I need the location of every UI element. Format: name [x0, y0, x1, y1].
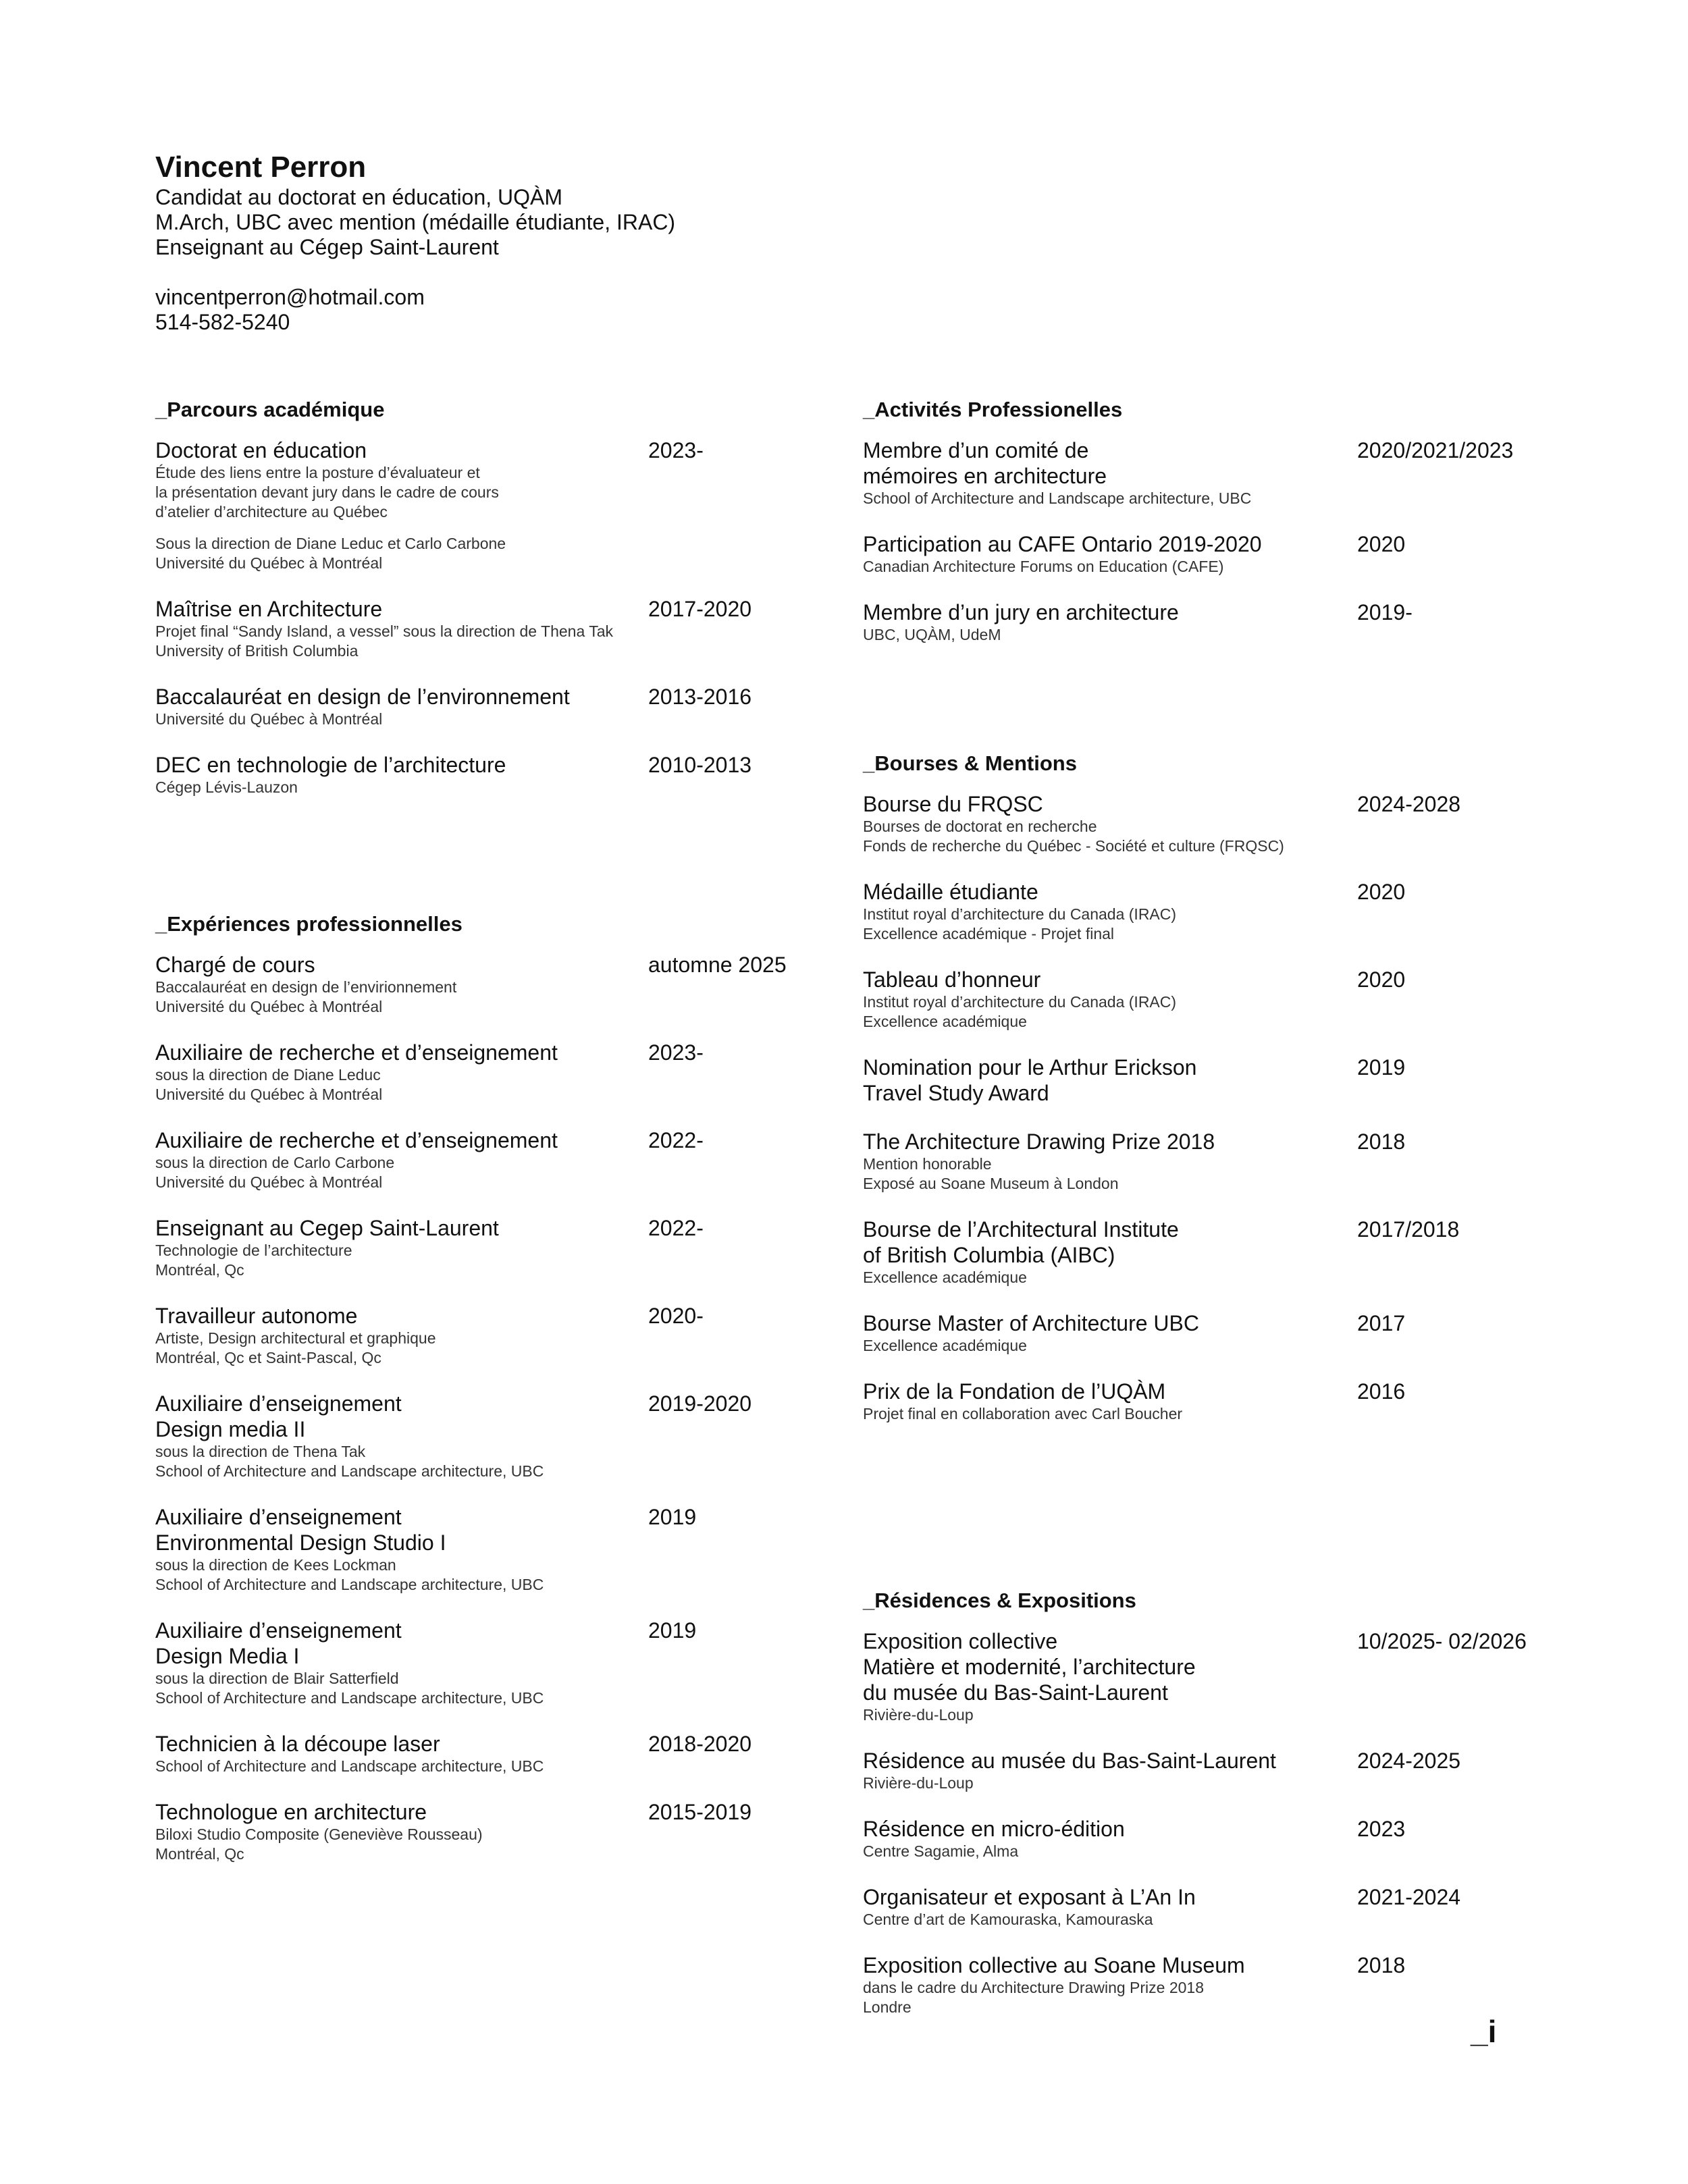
- cv-entry: [863, 437, 1619, 508]
- entry-title: Auxiliaire d’enseignement: [155, 1391, 402, 1416]
- entry-title-line-3: du musée du Bas-Saint-Laurent: [863, 1680, 1168, 1705]
- entry-date: 2024-2025: [1357, 1749, 1461, 1773]
- entry-date: 10/2025- 02/2026: [1357, 1629, 1527, 1653]
- entry-date: 2010-2013: [648, 753, 752, 777]
- cv-entry: [155, 1731, 830, 1776]
- cv-entry: [155, 1303, 830, 1368]
- section-activites-professionnelles: [863, 397, 1619, 668]
- entry-title: Résidence au musée du Bas-Saint-Laurent: [863, 1749, 1276, 1773]
- entry-detail: Baccalauréat en design de l’envirionnement: [155, 978, 457, 996]
- entry-detail: School of Architecture and Landscape architecture, UBC: [863, 489, 1252, 507]
- entry-title: Baccalauréat en design de l’environnement: [155, 685, 570, 709]
- entry-detail: School of Architecture and Landscape architecture, UBC: [155, 1689, 544, 1707]
- header-line-2: M.Arch, UBC avec mention (médaille étudiante, IRAC): [155, 210, 676, 234]
- entry-title: Exposition collective au Soane Museum: [863, 1953, 1245, 1977]
- header-line-3: Enseignant au Cégep Saint-Laurent: [155, 235, 499, 259]
- entry-date: 2019-2020: [648, 1391, 752, 1416]
- cv-entry: [863, 1884, 1619, 1929]
- entry-title-line-2: Environmental Design Studio I: [155, 1530, 446, 1555]
- entry-date: 2022-: [648, 1128, 704, 1152]
- entry-title: Médaille étudiante: [863, 880, 1038, 904]
- entry-detail: Centre Sagamie, Alma: [863, 1842, 1019, 1860]
- cv-entry: [863, 1129, 1619, 1194]
- entry-title: Auxiliaire d’enseignement: [155, 1618, 402, 1643]
- entry-detail: Université du Québec à Montréal: [155, 998, 383, 1015]
- entry-detail: Montréal, Qc: [155, 1845, 244, 1863]
- cv-entry: [155, 952, 830, 1017]
- entry-detail: sous la direction de Blair Satterfield: [155, 1670, 399, 1687]
- entry-detail: dans le cadre du Architecture Drawing Prize 2018: [863, 1979, 1205, 1996]
- entry-title: Participation au CAFE Ontario 2019-2020: [863, 532, 1262, 556]
- entry-title: Résidence en micro-édition: [863, 1817, 1125, 1841]
- entry-title: DEC en technologie de l’architecture: [155, 753, 506, 777]
- entry-detail: sous la direction de Carlo Carbone: [155, 1154, 395, 1171]
- entry-detail: Étude des liens entre la posture d’évaluateur et: [155, 464, 480, 481]
- entry-detail: Biloxi Studio Composite (Geneviève Rousseau): [155, 1826, 483, 1843]
- entry-detail: Projet final “Sandy Island, a vessel” sous la direction de Thena Tak: [155, 622, 614, 640]
- section-title: _Résidences & Expositions: [863, 1589, 1136, 1612]
- cv-entry: [863, 1628, 1619, 1725]
- entry-detail: Exposé au Soane Museum à London: [863, 1175, 1119, 1192]
- entry-title-line-2: mémoires en architecture: [863, 464, 1107, 488]
- entry-detail: Bourses de doctorat en recherche: [863, 818, 1097, 835]
- cv-entry: [155, 752, 830, 797]
- entry-detail: sous la direction de Thena Tak: [155, 1443, 366, 1460]
- entry-detail: School of Architecture and Landscape architecture, UBC: [155, 1462, 544, 1480]
- entry-detail: Montréal, Qc: [155, 1261, 244, 1279]
- entry-date: 2020-: [648, 1304, 704, 1328]
- cv-entry: [863, 1217, 1619, 1287]
- cv-entry: [863, 1310, 1619, 1356]
- entry-detail: Institut royal d’architecture du Canada (IRAC): [863, 993, 1177, 1011]
- entry-detail: School of Architecture and Landscape architecture, UBC: [155, 1576, 544, 1593]
- cv-entry: [155, 1618, 830, 1708]
- entry-title: Bourse Master of Architecture UBC: [863, 1311, 1199, 1335]
- entry-title: Bourse du FRQSC: [863, 792, 1043, 816]
- footer-mark: _i: [1471, 2014, 1497, 2049]
- cv-entry: [155, 684, 830, 729]
- entry-title: Bourse de l’Architectural Institute: [863, 1217, 1179, 1242]
- entry-date: 2017-2020: [648, 597, 752, 621]
- contact-block: [155, 285, 1101, 335]
- entry-detail: School of Architecture and Landscape architecture, UBC: [155, 1757, 544, 1775]
- cv-entry: [155, 596, 830, 661]
- entry-detail: University of British Columbia: [155, 642, 359, 660]
- section-parcours-academique: [155, 397, 830, 820]
- entry-title: Auxiliaire d’enseignement: [155, 1505, 402, 1529]
- entry-date: 2019: [648, 1505, 697, 1529]
- entry-title: Organisateur et exposant à L’An In: [863, 1885, 1196, 1909]
- cv-entry: [155, 1127, 830, 1192]
- entry-detail: Université du Québec à Montréal: [155, 554, 383, 572]
- entry-date: 2020: [1357, 880, 1406, 904]
- cv-header: [155, 150, 1101, 335]
- entry-date: 2023-: [648, 1040, 704, 1065]
- entry-date: 2019: [1357, 1055, 1406, 1080]
- entry-detail: Mention honorable: [863, 1155, 992, 1173]
- entry-title: Doctorat en éducation: [155, 438, 367, 462]
- person-name: Vincent Perron: [155, 151, 367, 184]
- entry-title: The Architecture Drawing Prize 2018: [863, 1129, 1215, 1154]
- entry-title: Membre d’un comité de: [863, 438, 1089, 462]
- entry-detail: Université du Québec à Montréal: [155, 1086, 383, 1103]
- entry-detail: Rivière-du-Loup: [863, 1706, 974, 1724]
- entry-detail: Université du Québec à Montréal: [155, 1173, 383, 1191]
- cv-entry: [863, 879, 1619, 944]
- cv-entry: [863, 1379, 1619, 1424]
- cv-entry: [155, 437, 830, 573]
- entry-detail: Rivière-du-Loup: [863, 1774, 974, 1792]
- entry-detail: Artiste, Design architectural et graphique: [155, 1329, 436, 1347]
- entry-detail: Excellence académique - Projet final: [863, 925, 1115, 942]
- entry-title: Auxiliaire de recherche et d’enseignement: [155, 1040, 558, 1065]
- cv-entry: [863, 600, 1619, 645]
- section-title: _Expériences professionnelles: [155, 912, 463, 936]
- entry-date: 2021-2024: [1357, 1885, 1461, 1909]
- entry-title: Technologue en architecture: [155, 1800, 427, 1824]
- section-residences-expositions: [863, 1588, 1619, 2040]
- entry-date: 2019-: [1357, 600, 1413, 624]
- entry-date: 2018: [1357, 1953, 1406, 1977]
- section-experiences-professionnelles: [155, 911, 830, 1887]
- entry-title: Travailleur autonome: [155, 1304, 358, 1328]
- entry-detail: Centre d’art de Kamouraska, Kamouraska: [863, 1911, 1153, 1928]
- entry-detail: d’atelier d’architecture au Québec: [155, 503, 388, 521]
- entry-title-line-2: of British Columbia (AIBC): [863, 1243, 1115, 1267]
- entry-detail: Excellence académique: [863, 1337, 1027, 1354]
- entry-date: 2023-: [648, 438, 704, 462]
- entry-title: Technicien à la découpe laser: [155, 1732, 440, 1756]
- header-line-1: Candidat au doctorat en éducation, UQÀM: [155, 185, 563, 209]
- entry-detail: Cégep Lévis-Lauzon: [155, 778, 298, 796]
- entry-detail: Excellence académique: [863, 1269, 1027, 1286]
- entry-date: 2018-2020: [648, 1732, 752, 1756]
- entry-date: 2016: [1357, 1379, 1406, 1404]
- entry-detail: Londre: [863, 1998, 912, 2016]
- cv-entry: [863, 1816, 1619, 1861]
- cv-entry: [155, 1799, 830, 1864]
- entry-date: 2013-2016: [648, 685, 752, 709]
- entry-detail: Projet final en collaboration avec Carl Boucher: [863, 1405, 1183, 1422]
- section-title: _Activités Professionelles: [863, 398, 1123, 421]
- cv-entry: [863, 791, 1619, 856]
- email-link[interactable]: vincentperron@hotmail.com: [155, 285, 425, 309]
- cv-entry: [155, 1215, 830, 1280]
- entry-date: 2020: [1357, 532, 1406, 556]
- entry-date: 2018: [1357, 1129, 1406, 1154]
- entry-title: Enseignant au Cegep Saint-Laurent: [155, 1216, 499, 1240]
- entry-detail: Institut royal d’architecture du Canada (IRAC): [863, 905, 1177, 923]
- entry-date: 2024-2028: [1357, 792, 1461, 816]
- entry-date: 2020/2021/2023: [1357, 438, 1514, 462]
- entry-date: automne 2025: [648, 953, 787, 977]
- entry-detail: la présentation devant jury dans le cadre de cours: [155, 483, 499, 501]
- cv-entry: [155, 1391, 830, 1481]
- entry-title: Chargé de cours: [155, 953, 315, 977]
- entry-detail: Montréal, Qc et Saint-Pascal, Qc: [155, 1349, 381, 1366]
- entry-date: 2015-2019: [648, 1800, 752, 1824]
- entry-title: Tableau d’honneur: [863, 967, 1041, 992]
- cv-entry: [155, 1040, 830, 1104]
- phone-number: 514-582-5240: [155, 310, 290, 334]
- entry-date: 2020: [1357, 967, 1406, 992]
- entry-date: 2017/2018: [1357, 1217, 1460, 1242]
- entry-title-line-2: Design media II: [155, 1417, 306, 1441]
- cv-entry: [863, 531, 1619, 577]
- cv-entry: [863, 1952, 1619, 2017]
- entry-title: Membre d’un jury en architecture: [863, 600, 1179, 624]
- entry-detail: Université du Québec à Montréal: [155, 710, 383, 728]
- entry-date: 2023: [1357, 1817, 1406, 1841]
- entry-date: 2022-: [648, 1216, 704, 1240]
- entry-detail: Technologie de l’architecture: [155, 1242, 352, 1259]
- entry-title-line-2: Matière et modernité, l’architecture: [863, 1655, 1196, 1679]
- cv-entry: [863, 967, 1619, 1032]
- entry-title-line-2: Design Media I: [155, 1644, 300, 1668]
- entry-date: 2019: [648, 1618, 697, 1643]
- entry-title: Exposition collective: [863, 1629, 1058, 1653]
- entry-detail: Excellence académique: [863, 1013, 1027, 1030]
- entry-title: Auxiliaire de recherche et d’enseignement: [155, 1128, 558, 1152]
- entry-title: Prix de la Fondation de l’UQÀM: [863, 1379, 1166, 1404]
- entry-detail: Sous la direction de Diane Leduc et Carlo Carbone: [155, 535, 506, 552]
- entry-title: Maîtrise en Architecture: [155, 597, 383, 621]
- entry-gap: [155, 522, 830, 534]
- section-title: _Bourses & Mentions: [863, 751, 1077, 775]
- entry-date: 2017: [1357, 1311, 1406, 1335]
- cv-entry: [155, 1504, 830, 1595]
- entry-detail: sous la direction de Diane Leduc: [155, 1066, 381, 1084]
- entry-detail: Canadian Architecture Forums on Education (CAFE): [863, 558, 1224, 575]
- entry-title-line-2: Travel Study Award: [863, 1081, 1049, 1105]
- entry-detail: Fonds de recherche du Québec - Société et culture (FRQSC): [863, 837, 1284, 855]
- entry-detail: sous la direction de Kees Lockman: [155, 1556, 396, 1574]
- section-title: _Parcours académique: [155, 398, 385, 421]
- entry-title: Nomination pour le Arthur Erickson: [863, 1055, 1197, 1080]
- cv-entry: [863, 1055, 1619, 1106]
- cv-entry: [863, 1748, 1619, 1793]
- entry-detail: UBC, UQÀM, UdeM: [863, 626, 1001, 643]
- section-bourses-mentions: [863, 751, 1619, 1447]
